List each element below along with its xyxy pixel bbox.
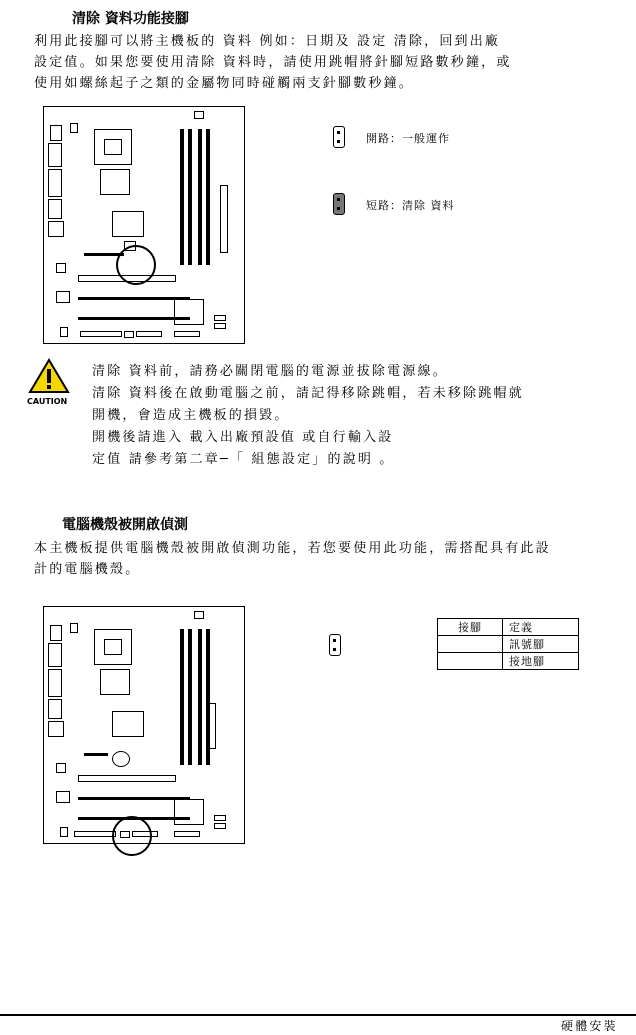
paragraph-line: 計的電腦機殼。 (34, 562, 141, 577)
caution-line: 清除 資料前，請務必關閉電腦的電源並拔除電源線。 (92, 364, 448, 379)
table-header-pin: 接腳 (438, 619, 503, 636)
motherboard-diagram (43, 606, 245, 844)
caution-line: 定值 請參考第二章─「 組態設定」的說明 。 (92, 452, 395, 467)
section-heading-clear-cmos: 清除 資料功能接腳 (72, 11, 189, 27)
shorted-jumper-icon (333, 193, 345, 215)
table-cell: 接地腳 (503, 653, 579, 670)
paragraph-line: 使用如螺絲起子之類的金屬物同時碰觸兩支針腳數秒鐘。 (34, 76, 415, 91)
footer-divider (0, 1014, 636, 1016)
ci-connector-icon (329, 634, 341, 656)
legend-open-label: 開路：一般運作 (366, 132, 450, 145)
table-cell (438, 653, 503, 670)
table-header-row (438, 619, 579, 636)
jumper-highlight-circle (116, 245, 156, 285)
open-jumper-icon (333, 126, 345, 148)
table-cell: 訊號腳 (503, 636, 579, 653)
table-cell (438, 636, 503, 653)
table-header-definition: 定義 (503, 619, 579, 636)
connector-highlight-circle (112, 816, 152, 856)
caution-icon (28, 358, 70, 396)
footer-label: 硬體安裝 (561, 1019, 618, 1033)
legend-short-label: 短路：清除 資料 (366, 199, 455, 212)
caution-line: 開機，會造成主機板的損毀。 (92, 408, 290, 423)
table-row (438, 653, 579, 670)
pin-definition-table (437, 618, 579, 670)
paragraph-line: 利用此接腳可以將主機板的 資料 例如：日期及 設定 清除，回到出廠 (34, 34, 501, 49)
table-row (438, 636, 579, 653)
paragraph-line: 設定值。如果您要使用清除 資料時，請使用跳帽將針腳短路數秒鐘，或 (34, 55, 512, 70)
caution-label: CAUTION (27, 397, 68, 406)
caution-line: 清除 資料後在啟動電腦之前，請記得移除跳帽，若未移除跳帽就 (92, 386, 524, 401)
caution-line: 開機後請進入 載入出廠預設值 或自行輸入設 (92, 430, 394, 445)
motherboard-diagram (43, 106, 245, 344)
section-heading-chassis-intrusion: 電腦機殼被開啟偵測 (62, 517, 188, 533)
paragraph-line: 本主機板提供電腦機殼被開啟偵測功能，若您要使用此功能，需搭配具有此設 (34, 541, 551, 556)
